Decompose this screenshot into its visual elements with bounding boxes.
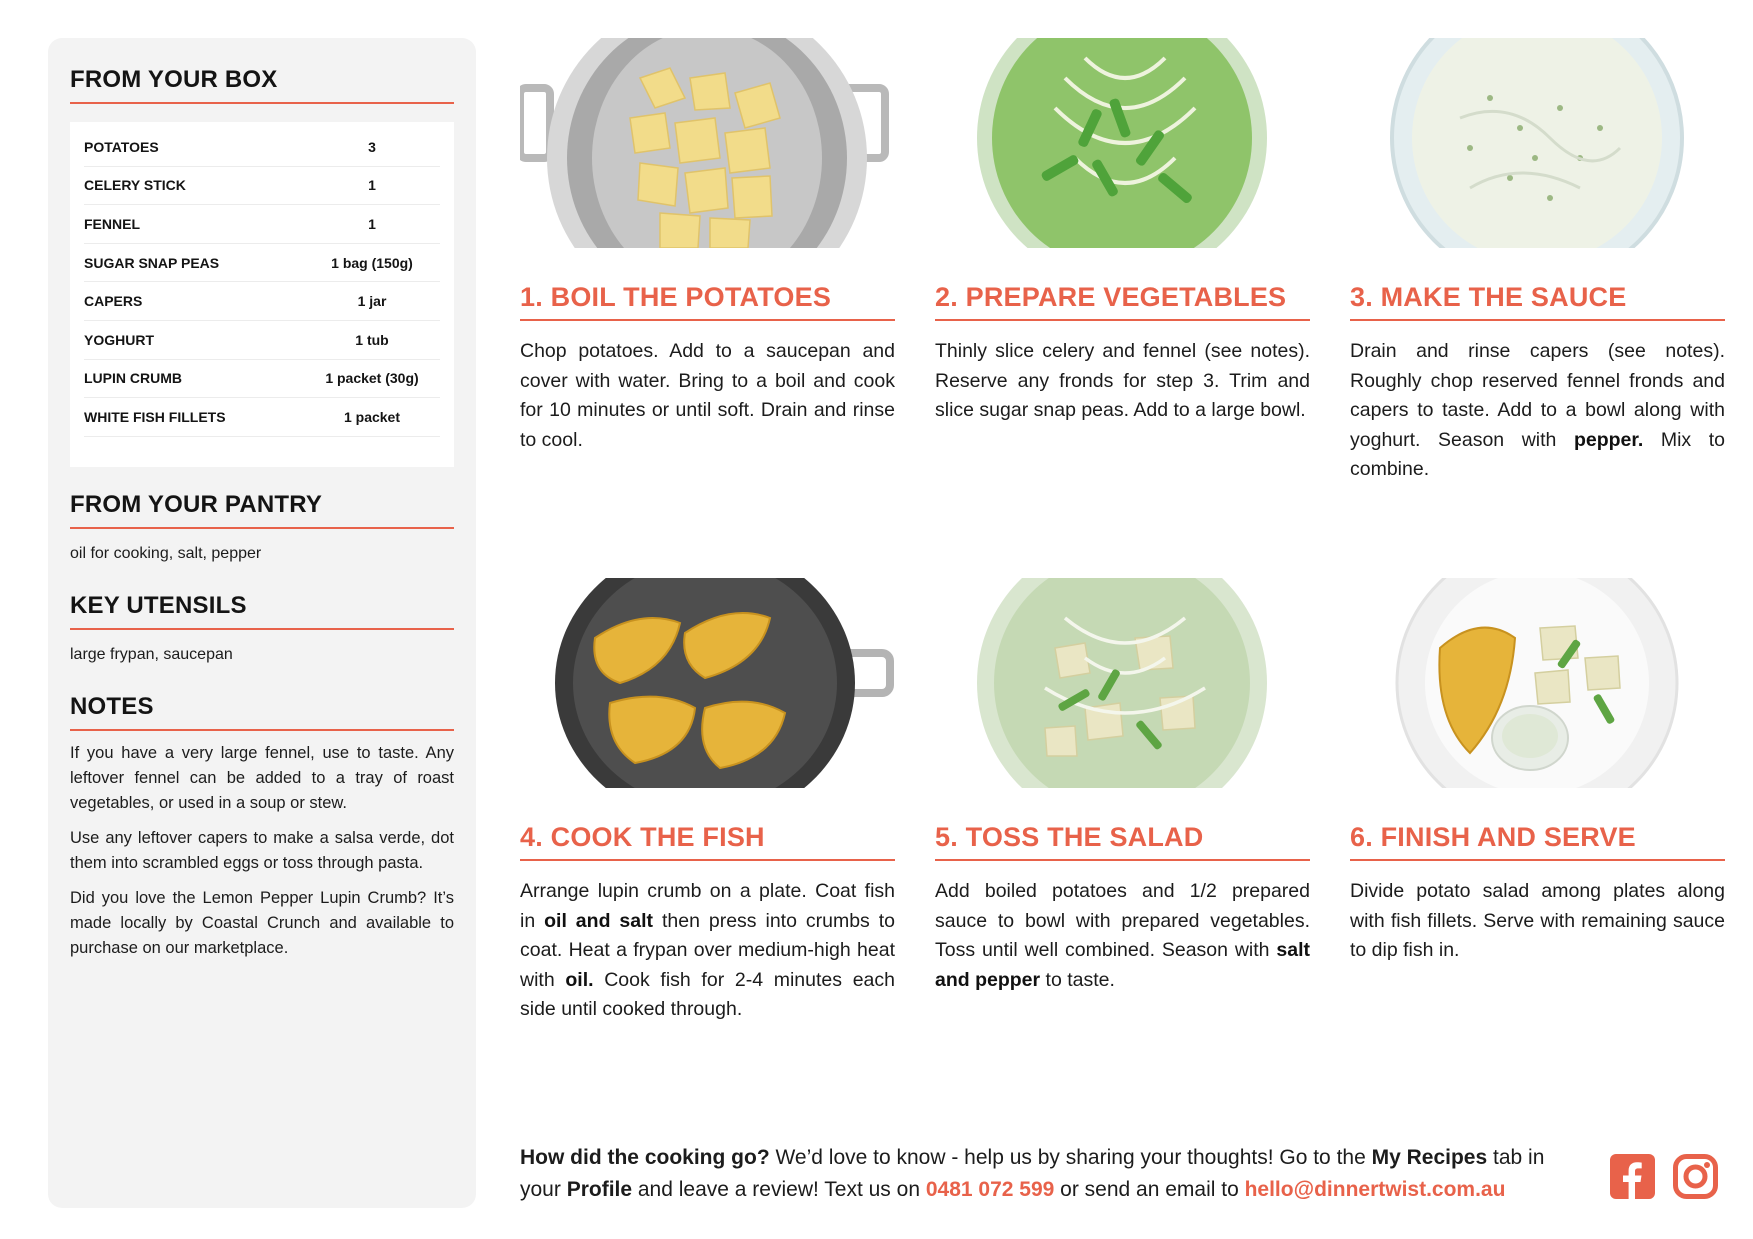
ingredient-quantity: 1	[368, 215, 376, 232]
note-paragraph: Did you love the Lemon Pepper Lupin Crumb? It’s made locally by Coastal Crunch and available to purchase on our marketplace.	[70, 888, 454, 957]
step-5	[935, 578, 1310, 995]
step-1-photo	[520, 38, 895, 248]
ingredient-row	[84, 282, 440, 321]
ingredient-quantity: 1 packet	[343, 408, 401, 425]
step-text-run: Arrange lupin crumb on a plate. Coat fish in	[520, 880, 895, 932]
step-5-text	[935, 877, 1310, 995]
step-3-text	[1350, 337, 1725, 485]
step-4	[520, 578, 895, 1025]
step-4-title: 4. COOK THE FISH	[520, 822, 895, 861]
step-text-run: Thinly slice celery and fennel (see notes). Reserve any fronds for step 3. Trim and slice sugar snap peas. Add to a large bowl.	[935, 340, 1310, 421]
step-6-title: 6. FINISH AND SERVE	[1350, 822, 1725, 861]
ingredient-name: FENNEL	[84, 215, 140, 232]
ingredient-name: CAPERS	[84, 293, 143, 310]
key-utensils-heading: KEY UTENSILS	[70, 592, 454, 630]
step-5-photo	[935, 578, 1310, 788]
ingredient-name: WHITE FISH FILLETS	[84, 408, 226, 425]
pantry-text: oil for cooking, salt, pepper	[70, 544, 262, 562]
ingredient-row	[84, 128, 440, 167]
phone-link[interactable]: 0481 072 599	[925, 1178, 1055, 1201]
step-5-title: 5. TOSS THE SALAD	[935, 822, 1310, 861]
ingredient-name: LUPIN CRUMB	[84, 370, 182, 387]
note-paragraph: If you have a very large fennel, use to taste. Any leftover fennel can be added to a tray of roast vegetables, or used in a soup or stew.	[70, 743, 454, 812]
step-text-run: Chop potatoes. Add to a saucepan and cover with water. Bring to a boil and cook for 10 minutes or until soft. Drain and rinse to cool.	[520, 340, 895, 451]
utensils-section	[70, 592, 454, 667]
box-ingredients-table	[70, 122, 454, 467]
from-your-pantry-heading: FROM YOUR PANTRY	[70, 491, 454, 529]
step-text-run: Add boiled potatoes and 1/2 prepared sauce to bowl with prepared vegetables. Toss until well combined. Season with	[935, 880, 1310, 961]
instagram-icon[interactable]	[1673, 1154, 1718, 1203]
step-text-run: Cook fish for 2-4 minutes each side until cooked through.	[520, 968, 895, 1020]
ingredient-quantity: 1 packet (30g)	[325, 370, 419, 387]
note-paragraph: Use any leftover capers to make a salsa verde, dot them into scrambled eggs or toss through pasta.	[70, 828, 454, 872]
facebook-icon[interactable]	[1610, 1154, 1655, 1203]
ingredient-row	[84, 205, 440, 244]
step-2-title: 2. PREPARE VEGETABLES	[935, 282, 1310, 321]
footer-text: tab in your	[520, 1146, 1545, 1201]
ingredient-name: SUGAR SNAP PEAS	[84, 254, 220, 271]
ingredient-name: POTATOES	[84, 138, 159, 155]
feedback-footer	[520, 1142, 1585, 1206]
ingredient-quantity: 1	[368, 177, 376, 194]
step-1	[520, 38, 895, 455]
ingredients-sidebar	[48, 38, 476, 1208]
footer-text: We’d love to know - help us by sharing your thoughts! Go to the	[769, 1146, 1372, 1169]
notes-heading: NOTES	[70, 693, 454, 731]
step-text-run: then press into crumbs to coat. Heat a frypan over medium-high heat with	[520, 909, 895, 991]
step-4-text	[520, 877, 895, 1025]
profile-link[interactable]: Profile	[566, 1178, 633, 1201]
step-2-text	[935, 337, 1310, 426]
ingredient-name: YOGHURT	[84, 331, 154, 348]
ingredient-row	[84, 321, 440, 360]
step-text-run: Drain and rinse capers (see notes). Roughly chop reserved fennel fronds and capers to taste. Add to a bowl along with yoghurt. Season with	[1350, 340, 1725, 451]
step-4-photo	[520, 578, 895, 788]
footer-question: How did the cooking go?	[520, 1146, 770, 1169]
step-3-title: 3. MAKE THE SAUCE	[1350, 282, 1725, 321]
step-6-text	[1350, 877, 1725, 966]
ingredient-quantity: 1 tub	[355, 331, 389, 348]
ingredient-quantity: 1 bag (150g)	[331, 254, 413, 271]
bold-ingredient: oil.	[565, 968, 594, 991]
from-your-box-heading: FROM YOUR BOX	[70, 66, 454, 104]
email-link[interactable]: hello@dinnertwist.com.au	[1244, 1178, 1506, 1201]
bold-ingredient: salt and pepper	[935, 939, 1310, 991]
step-text-run: Mix to combine.	[1350, 428, 1725, 480]
ingredient-row	[84, 398, 440, 437]
bold-ingredient: pepper.	[1573, 428, 1644, 451]
footer-text: or send an email to	[1054, 1178, 1245, 1201]
pantry-section	[70, 491, 454, 566]
bold-ingredient: oil and salt	[544, 909, 654, 932]
utensils-text: large frypan, saucepan	[70, 645, 233, 663]
step-text-run: to taste.	[1040, 968, 1115, 991]
ingredient-row	[84, 360, 440, 399]
step-2-photo	[935, 38, 1310, 248]
step-3-photo	[1350, 38, 1725, 248]
notes-section	[70, 693, 454, 961]
step-text-run: Divide potato salad among plates along with fish fillets. Serve with remaining sauce to dip fish in.	[1350, 880, 1725, 961]
step-6	[1350, 578, 1725, 966]
ingredient-quantity: 1 jar	[357, 293, 387, 310]
step-1-title: 1. BOIL THE POTATOES	[520, 282, 895, 321]
step-1-text	[520, 337, 895, 455]
step-3	[1350, 38, 1725, 485]
step-2	[935, 38, 1310, 426]
footer-text: and leave a review! Text us on	[632, 1178, 926, 1201]
ingredient-quantity: 3	[368, 138, 376, 155]
ingredient-row	[84, 167, 440, 206]
my-recipes-link[interactable]: My Recipes	[1371, 1146, 1488, 1169]
ingredient-name: CELERY STICK	[84, 177, 186, 194]
step-6-photo	[1350, 578, 1725, 788]
ingredient-row	[84, 244, 440, 283]
